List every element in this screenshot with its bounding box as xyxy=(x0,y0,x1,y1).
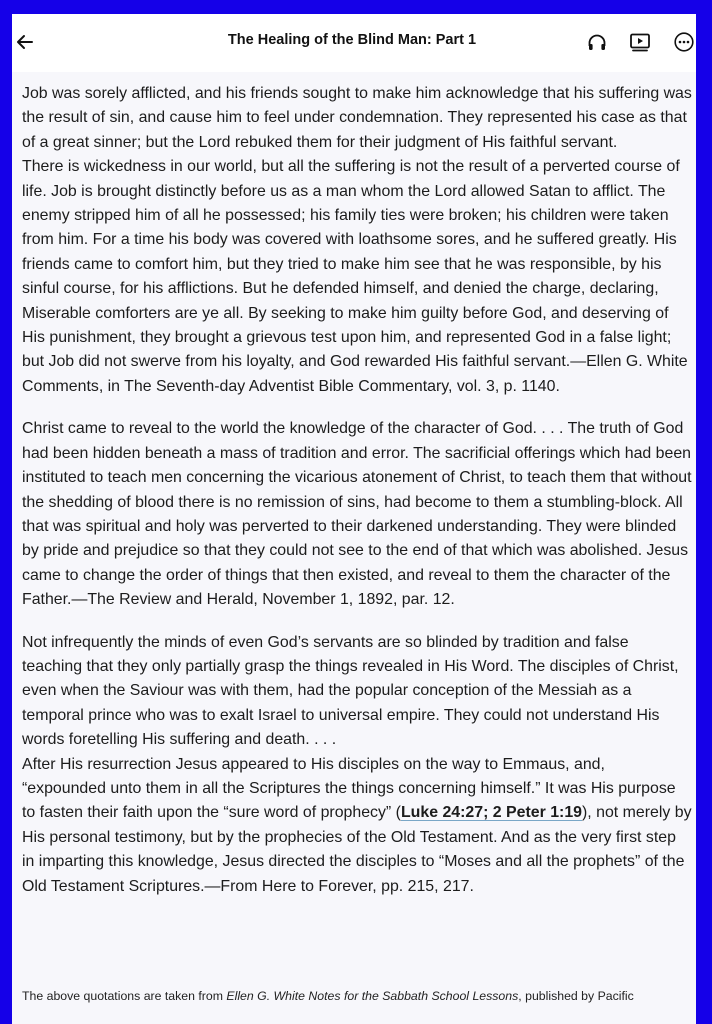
video-button[interactable] xyxy=(628,30,652,54)
paragraph-text-segment: ), not merely by His personal testimony, but by the prophecies of the Old Testament. And as the very first step in imparting this knowledge, Jesus directed the disciples to “Moses and all the prophets” of the Old Testament Scriptures.—From Here to Forever, pp. 215, 217. xyxy=(22,804,692,895)
scripture-reference-link[interactable]: Luke 24:27; 2 Peter 1:19 xyxy=(400,804,583,822)
paragraph-job xyxy=(22,82,692,399)
source-note-text: The above quotations are taken from xyxy=(22,989,227,1003)
paragraph-text xyxy=(22,753,692,899)
arrow-left-icon xyxy=(12,28,40,56)
paragraph-text: There is wickedness in our world, but all the suffering is not the result of a perverted course of life. Job is brought distinctly before us as a man whom the Lord allowed Satan to afflict. The enemy stripped him of all he possessed; his family ties were broken; his children were taken from him. For a time his body was covered with loathsome sores, and he suffered greatly. His friends came to comfort him, but they tried to make him see that he was responsible, by his sinful course, for his afflictions. But he defended himself, and denied the charge, declaring, Miserable comforters are ye all. By seeking to make him guilty before God, and deserving of His punishment, they brought a grievous test upon him, and represented God in a false light; but Job did not swerve from his loyalty, and God rewarded His faithful servant.—Ellen G. White Comments, in The Seventh-day Adventist Bible Commentary, vol. 3, p. 1140. xyxy=(22,158,688,395)
more-options-icon xyxy=(672,30,696,54)
source-note-book-title: Ellen G. White Notes for the Sabbath School Lessons xyxy=(226,989,519,1003)
page-title: The Healing of the Blind Man: Part 1 xyxy=(227,32,477,48)
paragraph-blinded-minds xyxy=(22,631,692,899)
headphones-icon xyxy=(585,30,609,54)
more-options-button[interactable] xyxy=(672,30,696,54)
paragraph-text-segment: After His resurrection Jesus appeared to His disciples on the way to Emmaus, and, “expounded unto them in all the Scriptures the things concerning himself.” It was His purpose to fasten their faith upon the “sure word of prophecy” ( xyxy=(22,755,676,822)
lesson-content xyxy=(22,82,692,917)
back-button[interactable] xyxy=(12,28,40,56)
source-note xyxy=(22,988,696,1004)
paragraph-text: Job was sorely afflicted, and his friends sought to make him acknowledge that his suffering was the result of sin, and cause him to feel under condemnation. They represented his case as that of a great sinner; but the Lord rebuked them for their judgment of His faithful servant. xyxy=(22,85,692,151)
reader-screen xyxy=(12,14,696,1024)
paragraph-text: Christ came to reveal to the world the knowledge of the character of God. . . . The truth of God had been hidden beneath a mass of tradition and error. The sacrificial offerings which had been instituted to teach men concerning the vicarious atonement of Christ, to teach them that without the shedding of blood there is no remission of sins, had become to them a stumbling-block. All that was spiritual and holy was perverted to their darkened understanding. They were blinded by pride and prejudice so that they could not see to the end of that which was abolished. Jesus came to change the order of things that then existed, and reveal to them the character of the Father.—The Review and Herald, November 1, 1892, par. 12. xyxy=(22,420,692,609)
source-note-text: , published by Pacific xyxy=(518,989,634,1003)
audio-button[interactable] xyxy=(585,30,609,54)
paragraph-text: Not infrequently the minds of even God’s servants are so blinded by tradition and false teaching that they only partially grasp the things revealed in His Word. The disciples of Christ, even when the Saviour was with them, had the popular conception of the Messiah as a temporal prince who was to exalt Israel to universal empire. They could not understand His words foretelling His suffering and death. . . . xyxy=(22,633,679,749)
top-bar xyxy=(12,14,696,72)
paragraph-christ-revealed xyxy=(22,417,692,612)
play-video-icon xyxy=(628,30,652,54)
